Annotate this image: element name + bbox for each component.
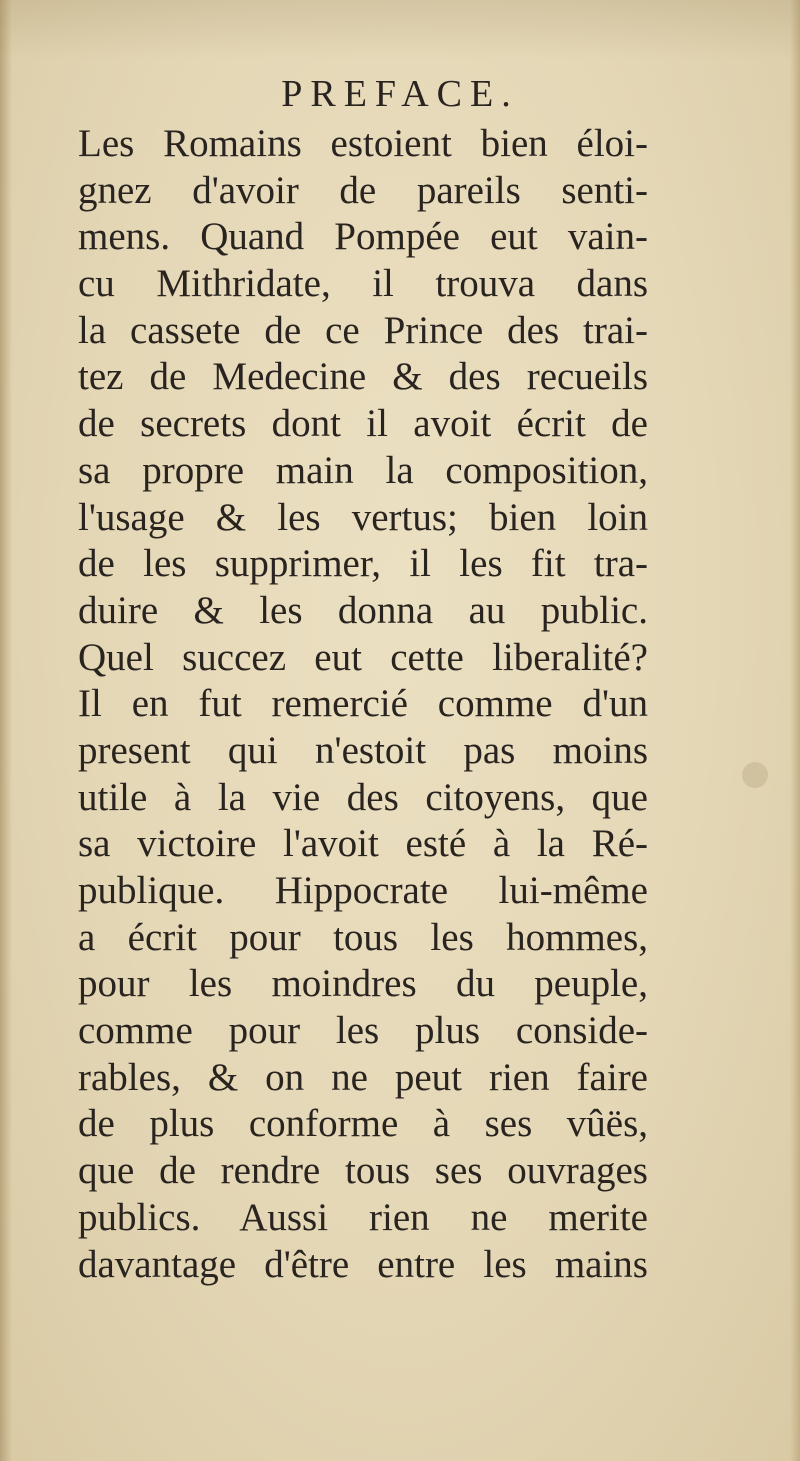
text-line: publique. Hippocrate lui-même bbox=[78, 869, 648, 912]
text-line: que de rendre tous ses ouvrages bbox=[78, 1149, 648, 1193]
text-line: publics. Aussi rien ne merite bbox=[78, 1195, 648, 1239]
text-line: mens. Quand Pompée eut vain- bbox=[78, 215, 648, 259]
page-right-edge bbox=[790, 0, 800, 1461]
text-line: de secrets dont il avoit écrit de bbox=[78, 402, 648, 446]
text-line: sa victoire l'avoit esté à la Ré- bbox=[78, 822, 648, 866]
running-header: PREFACE. bbox=[281, 73, 519, 115]
text-line: l'usage & les vertus; bien loin bbox=[78, 495, 648, 539]
text-line: davantage d'être entre les mains bbox=[78, 1242, 648, 1286]
text-line: cu Mithridate, il trouva dans bbox=[78, 262, 648, 306]
page-left-edge bbox=[0, 0, 12, 1461]
text-line: duire & les donna au public. bbox=[78, 588, 648, 632]
page-top-shadow bbox=[0, 0, 800, 60]
text-line: a écrit pour tous les hommes, bbox=[78, 915, 648, 959]
text-line: la cassete de ce Prince des trai- bbox=[78, 308, 648, 352]
text-line: de plus conforme à ses vûës, bbox=[78, 1102, 648, 1146]
text-line: Quel succez eut cette liberalité? bbox=[78, 635, 648, 679]
text-line: gnez d'avoir de pareils senti- bbox=[78, 168, 648, 212]
text-line: tez de Medecine & des recueils bbox=[78, 355, 648, 399]
text-line: comme pour les plus conside- bbox=[78, 1009, 648, 1053]
text-line: de les supprimer, il les fit tra- bbox=[78, 542, 648, 586]
text-line: present qui n'estoit pas moins bbox=[78, 728, 648, 772]
paper-stain bbox=[742, 762, 768, 788]
text-line: Les Romains estoient bien éloi- bbox=[78, 122, 648, 165]
text-line: rables, & on ne peut rien faire bbox=[78, 1055, 648, 1099]
text-line: utile à la vie des citoyens, que bbox=[78, 775, 648, 819]
body-text bbox=[78, 121, 648, 1288]
text-line: sa propre main la composition, bbox=[78, 448, 648, 492]
text-line: Il en fut remercié comme d'un bbox=[78, 682, 648, 726]
text-line: pour les moindres du peuple, bbox=[78, 962, 648, 1006]
